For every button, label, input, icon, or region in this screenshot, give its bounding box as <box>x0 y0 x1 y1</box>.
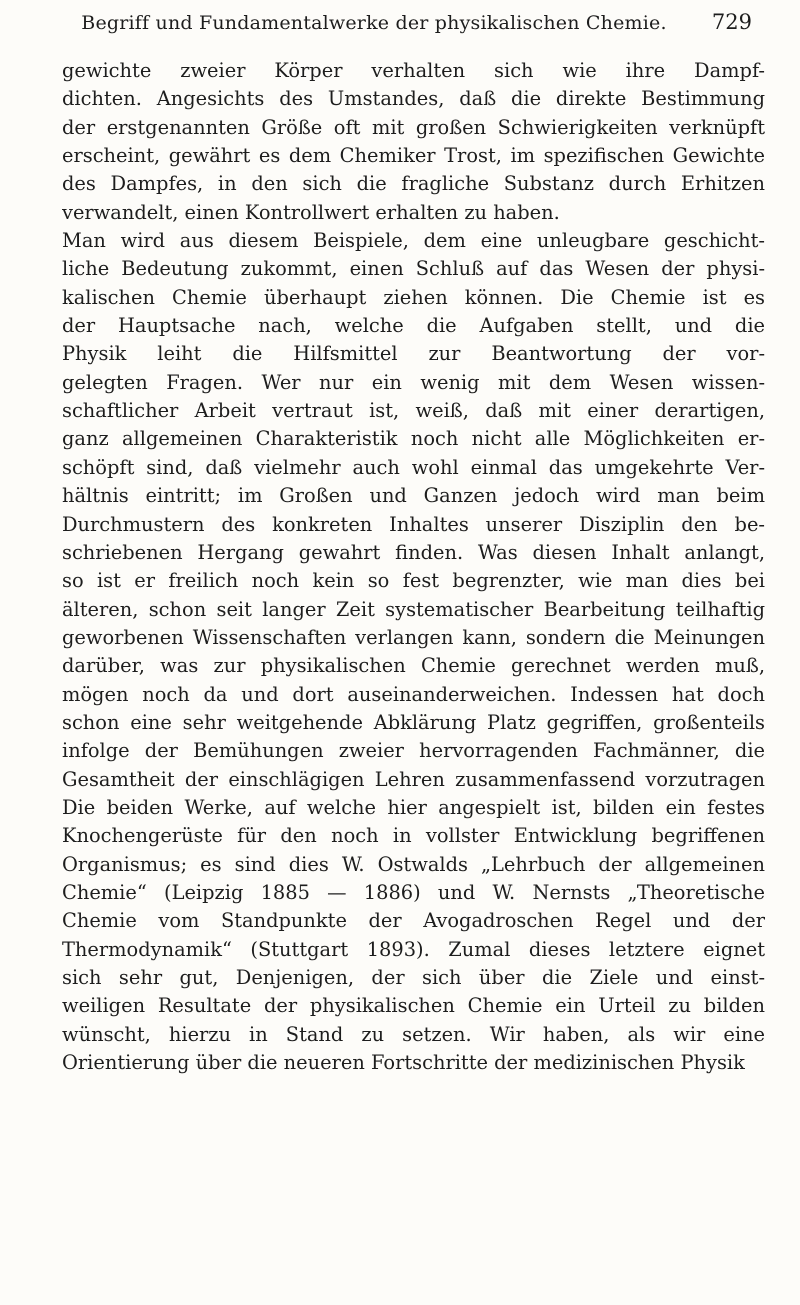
text-line: verwandelt, einen Kontrollwert erhalten zu haben. <box>62 200 560 224</box>
text-line: Chemie vom Standpunkte der Avogadroschen Regel und der <box>62 909 765 933</box>
text-line: so ist er freilich noch kein so fest begrenzter, wie man dies bei <box>62 569 765 593</box>
text-line: geworbenen Wissenschaften verlangen kann, sondern die Meinungen <box>62 625 765 649</box>
text-line: Organismus; es sind dies W. Ostwalds „Lehrbuch der allgemeinen <box>62 852 765 876</box>
text-line: Physik leiht die Hilfsmittel zur Beantwortung der vor- <box>62 342 765 366</box>
text-line: schöpft sind, daß vielmehr auch wohl einmal das umgekehrte Ver- <box>62 455 765 479</box>
text-line: des Dampfes, in den sich die fragliche Substanz durch Erhitzen <box>62 172 765 196</box>
page-number: 729 <box>711 10 752 34</box>
text-line: wünscht, hierzu in Stand zu setzen. Wir haben, als wir eine <box>62 1022 765 1046</box>
text-line: gewichte zweier Körper verhalten sich wie ihre Dampf- <box>62 59 765 82</box>
text-line: schriebenen Hergang gewahrt finden. Was diesen Inhalt anlangt, <box>62 540 765 564</box>
text-line: dichten. Angesichts des Umstandes, daß die direkte Bestimmung <box>62 87 765 111</box>
body-text <box>62 57 765 1077</box>
running-head <box>56 10 752 40</box>
text-line: darüber, was zur physikalischen Chemie gerechnet werden muß, <box>62 654 765 678</box>
text-line: erscheint, gewährt es dem Chemiker Trost, im spezifischen Gewichte <box>62 144 765 168</box>
text-line: schon eine sehr weitgehende Abklärung Platz gegriffen, großenteils <box>62 710 765 734</box>
text-line: sich sehr gut, Denjenigen, der sich über die Ziele und einst- <box>62 966 765 989</box>
text-line: Die beiden Werke, auf welche hier angespielt ist, bilden ein festes <box>62 795 765 819</box>
text-line: kalischen Chemie überhaupt ziehen können. Die Chemie ist es <box>62 285 765 309</box>
running-title: Begriff und Fundamentalwerke der physikalischen Chemie. <box>81 12 667 34</box>
text-line: Thermodynamik“ (Stuttgart 1893). Zumal dieses letztere eignet <box>62 937 765 961</box>
text-line: der Hauptsache nach, welche die Aufgaben stellt, und die <box>62 314 765 338</box>
text-line: Man wird aus diesem Beispiele, dem eine unleugbare geschicht- <box>62 229 765 253</box>
text-line: Knochengerüste für den noch in vollster Entwicklung begriffenen <box>62 824 765 848</box>
text-line: liche Bedeutung zukommt, einen Schluß auf das Wesen der physi- <box>62 257 765 281</box>
text-line: schaftlicher Arbeit vertraut ist, weiß, daß mit einer derartigen, <box>62 399 765 423</box>
text-line: gelegten Fragen. Wer nur ein wenig mit dem Wesen wissen- <box>62 370 765 394</box>
text-line: der erstgenannten Größe oft mit großen Schwierigkeiten verknüpft <box>62 115 765 139</box>
text-line: infolge der Bemühungen zweier hervorragenden Fachmänner, die <box>62 739 765 763</box>
text-line: mögen noch da und dort auseinanderweichen. Indessen hat doch <box>62 682 765 706</box>
text-line: weiligen Resultate der physikalischen Chemie ein Urteil zu bilden <box>62 994 765 1018</box>
text-line: Orientierung über die neueren Fortschritte der medizinischen Physik <box>62 1051 745 1075</box>
text-line: Chemie“ (Leipzig 1885 — 1886) und W. Nernsts „Theoretische <box>62 880 765 904</box>
text-line: Gesamtheit der einschlägigen Lehren zusammenfassend vorzutragen <box>62 767 765 791</box>
text-line: Durchmustern des konkreten Inhaltes unserer Disziplin den be- <box>62 512 765 536</box>
text-line: ganz allgemeinen Charakteristik noch nicht alle Möglichkeiten er- <box>62 427 765 451</box>
text-line: älteren, schon seit langer Zeit systematischer Bearbeitung teilhaftig <box>62 597 765 621</box>
text-line: hältnis eintritt; im Großen und Ganzen jedoch wird man beim <box>62 484 765 508</box>
